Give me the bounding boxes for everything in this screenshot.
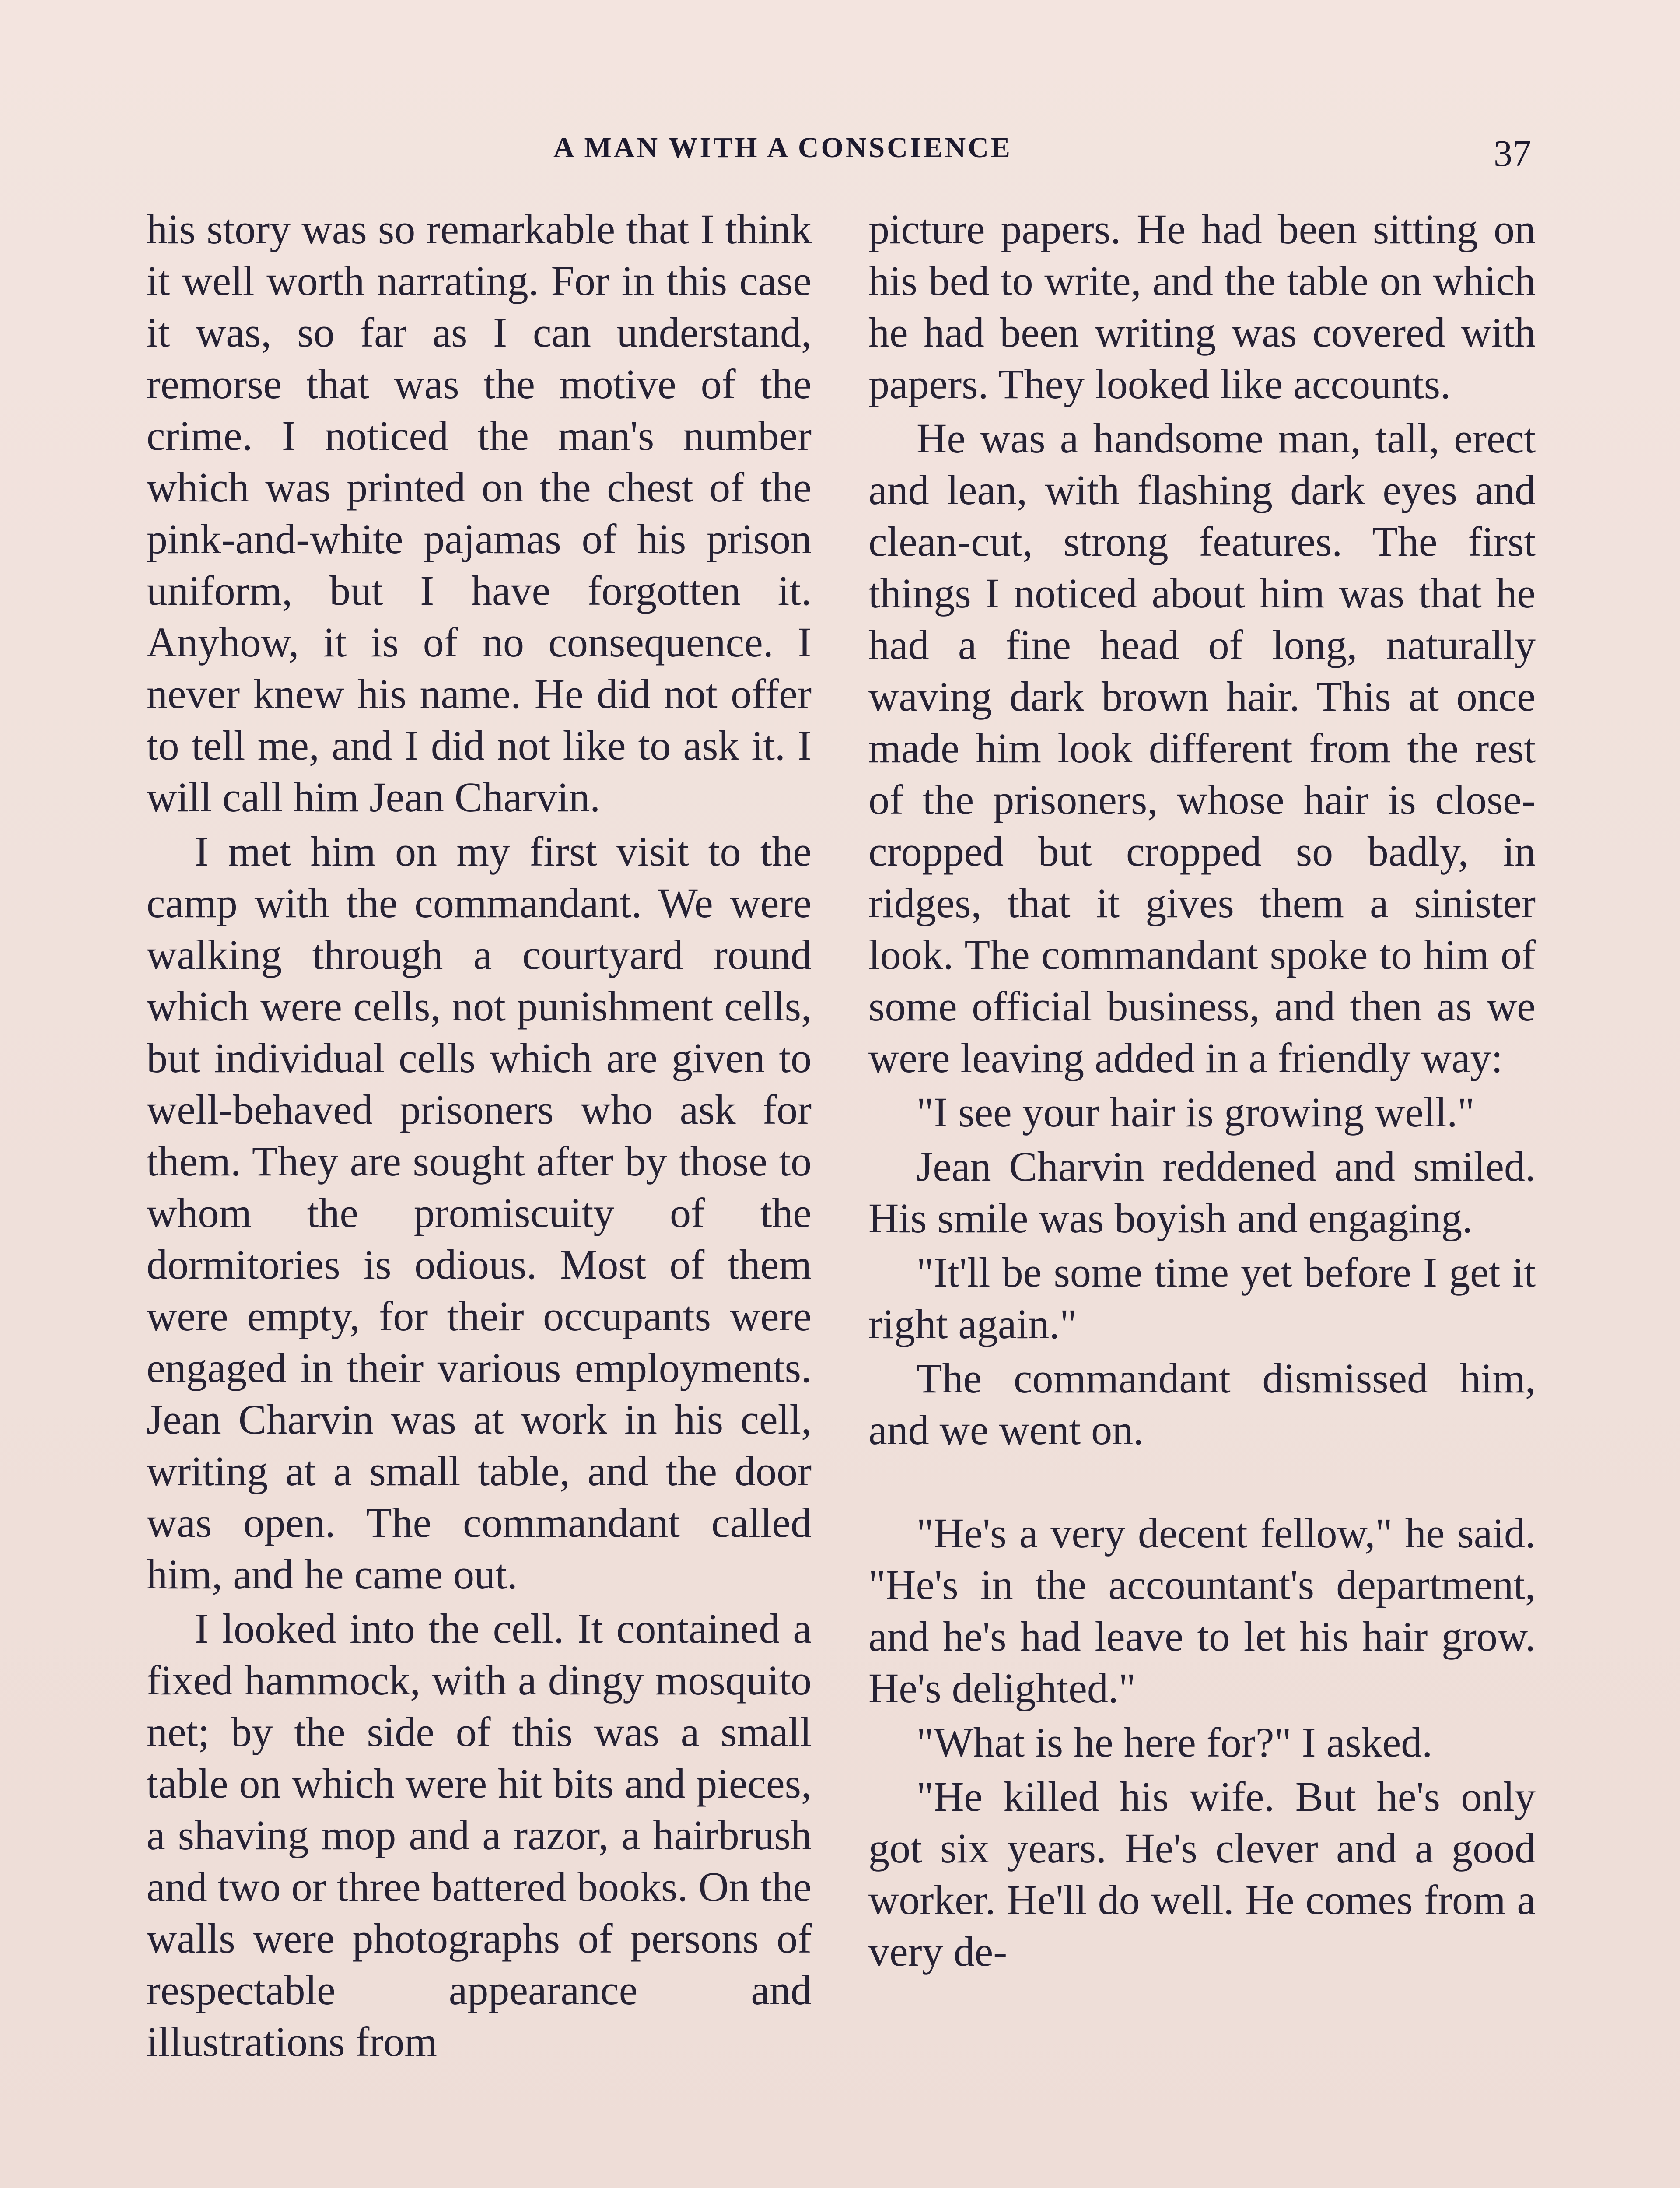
left-column [147, 203, 812, 2070]
paragraph: I looked into the cell. It contained a fixed hammock, with a dingy mosquito net; by the side of this was a small table on which were hit bits and pieces, a shaving mop and a razor, a hairbrush and two or three battered books. On the walls were photographs of persons of respectable appearance and illustrations from [147, 1605, 812, 2065]
paragraph: his story was so remarkable that I think it well worth narrating. For in this case it was, so far as I can understand, remorse that was the motive of the crime. I noticed the man's number which was printed on the chest of the pink-and-white pajamas of his prison uniform, but I have forgotten it. Anyhow, it is of no consequence. I never knew his name. He did not offer to tell me, and I did not like to ask it. I will call him Jean Charvin. [147, 206, 812, 820]
paragraph: "It'll be some time yet before I get it right again." [868, 1249, 1536, 1347]
paragraph: "I see your hair is growing well." [917, 1089, 1475, 1136]
paragraph: He was a handsome man, tall, erect and lean, with flashing dark eyes and clean-cut, strong features. The first things I noticed about him was that he had a fine head of long, naturally waving dark brown hair. This at once made him look different from the rest of the prisoners, whose hair is close-cropped but cropped so badly, in ridges, that it gives them a sinister look. The commandant spoke to him of some official business, and then as we were leaving added in a friendly way: [868, 415, 1536, 1081]
running-title: A MAN WITH A CONSCIENCE [553, 132, 1012, 164]
paragraph: picture papers. He had been sitting on his bed to write, and the table on which he had been writing was covered with papers. They looked like accounts. [868, 206, 1536, 407]
right-column [868, 203, 1536, 1980]
paragraph: "He killed his wife. But he's only got six years. He's clever and a good worker. He'll do well. He comes from a very de- [868, 1773, 1536, 1975]
paragraph: I met him on my first visit to the camp with the commandant. We were walking through a courtyard round which were cells, not punishment cells, but individual cells which are given to well-behaved prisoners who ask for them. They are sought after by those to whom the promiscuity of the dormitories is odious. Most of them were empty, for their occupants were engaged in their various employments. Jean Charvin was at work in his cell, writing at a small table, and the door was open. The commandant called him, and he came out. [147, 828, 812, 1598]
section-break [868, 1459, 1536, 1508]
paragraph: The commandant dismissed him, and we went on. [868, 1355, 1536, 1453]
paragraph: "He's a very decent fellow," he said. "He's in the accountant's department, and he's had leave to let his hair grow. He's delighted." [868, 1510, 1536, 1711]
paragraph: "What is he here for?" I asked. [917, 1719, 1433, 1766]
page-number: 37 [1494, 132, 1531, 174]
paragraph: Jean Charvin reddened and smiled. His smile was boyish and engaging. [868, 1143, 1536, 1241]
